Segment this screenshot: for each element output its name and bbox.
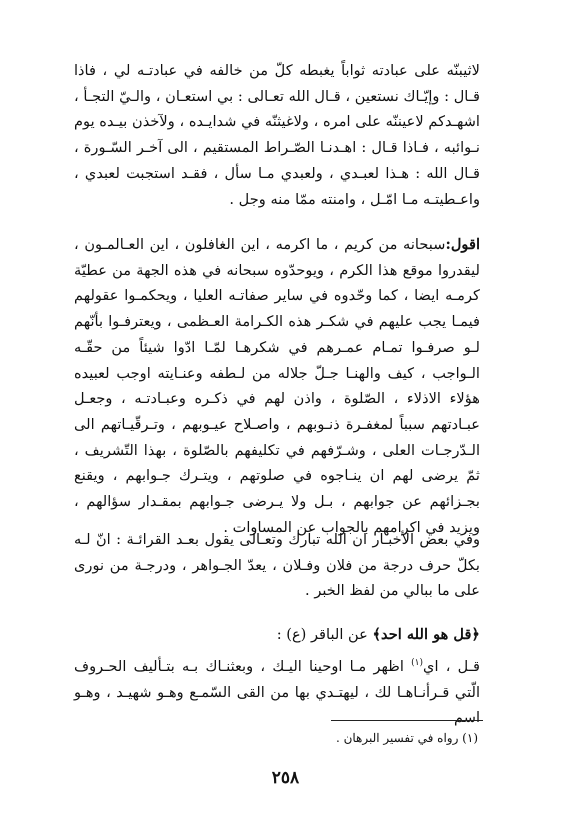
paragraph-5 bbox=[74, 651, 480, 731]
paragraph-2-lead: اقول: bbox=[445, 236, 480, 253]
paragraph-2 bbox=[74, 232, 480, 540]
page-number: ٢٥٨ bbox=[271, 768, 300, 788]
paragraph-2-body: سبحانه من كريم ، ما اكرمه ، اين الغافلون ، اين العـالمـون ، ليقدروا موقع هذا الكرم ، ويوحدّوه سبحانه في هذه الجهة من عطيّة كرمـه ايضا ، كما وحّدوه في ساير صفاتـه العليا ، ويحكمـوا عقولهم فيمـا يجب عليهم في شكـر هذه الكـرامة العـظمى ، ويعترفـوا بأنّهم لـو صرفـوا تمـام عمـرهم في شكرهـا لمّـا ادّوا شيئاً من حقّـه الـواجب ، كيف والهنـا جـلّ جلاله من لـطفه وعنـايته اوجب لعبيده هؤلاء الاذلاء ، الصّلوة ، واذن لهم في ذكـره وعبـادتـه ، وجعـل عبـادتهم سبباً لمغفـرة ذنـوبهم ، واصـلاح عيـوبهم ، وتـرقّيـاتهم الى الـدّرجـات العلى ، وشـرّفهم في تكليفهم بالصّلوة ، بهذا التّشريف ، ثمّ يرضى لهم ان ينـاجوه في صلوتهم ، ويتـرك جـوابهم ، ويقنع بجـزائهم عن جوابهم ، بـل ولا يـرضى جـوابهم بمقـدار سؤالهم ، ويزيد في اكرامهم بالجواب عن المساوات . bbox=[74, 236, 480, 536]
paragraph-1: لاثيبنّه على عبادته ثواباً يغبطه كلّ من خالفه في عبادتـه لي ، فاذا قـال : وإيّـاك نستعين ، قـال الله تعـالى : بي استعـان ، والـيّ التجـأ ، اشهـدكم لاعيننّه على امره ، ولاغيثنّه في شدايـده ، ولآخذن بيـده يوم نـوائبه ، فـاذا قـال : اهـدنـا الصّـراط المستقيم ، الى آخـر السّـورة ، قـال الله : هـذا لعبـدي ، ولعبدي مـا سأل ، فقـد استجبت لعبدي ، واعـطيتـه مـا امّـل ، وامنته ممّا منه وجل . bbox=[74, 62, 480, 208]
paragraph-3: وفي بعض الأخبـار ان الله تبارك وتعـالى يقول بعـد القرائـة : انّ لـه بكلّ حرف درجة من فلان وفـلان ، يعدّ الجـواهر ، ودرجـة من نورى على ما ببالي من لفظ الخبر . bbox=[74, 531, 480, 600]
footnote-divider bbox=[331, 720, 483, 721]
verse-attribution: عن الباقر (ع) : bbox=[276, 626, 368, 643]
paragraph-5-rest: اظهر مـا اوحينا اليـك ، وبعثنـاك بـه بتـأليف الحـروف الّتي قـرأنـاهـا لك ، ليهتـدي بها من القى السّمـع وهـو شهيـد ، وهـو اسم bbox=[74, 657, 480, 727]
footnote-reference[interactable]: (١) bbox=[411, 658, 424, 668]
verse-heading bbox=[74, 622, 480, 648]
verse-text: ﴿قل هو الله احد﴾ bbox=[372, 626, 480, 643]
paragraph-5-start: قـل ، اي bbox=[423, 657, 480, 675]
footnote: (١) رواه في تفسير البرهان . bbox=[335, 731, 478, 745]
